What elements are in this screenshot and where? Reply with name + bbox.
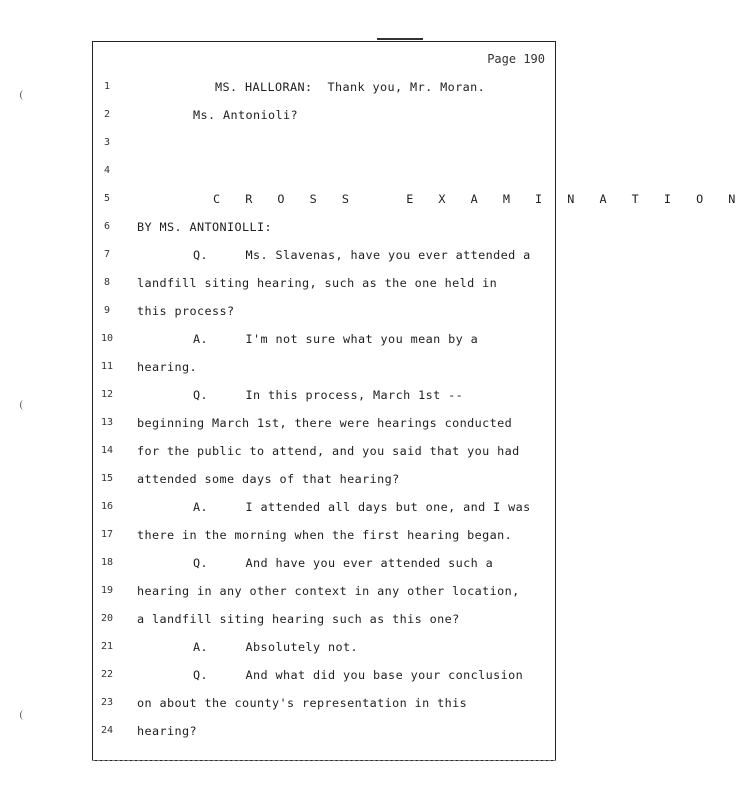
line-text: hearing in any other context in any other location, <box>137 584 520 598</box>
line-text: A. I attended all days but one, and I was <box>193 500 531 514</box>
bottom-edge-noise <box>92 760 556 765</box>
transcript-line <box>93 610 557 628</box>
section-heading: C R O S S E X A M I N A T I O N <box>213 192 744 206</box>
transcript-page <box>92 41 744 761</box>
line-text: Q. And what did you base your conclusion <box>193 668 524 682</box>
hole-punch-mark <box>20 710 27 720</box>
line-text: this process? <box>137 304 235 318</box>
line-number: 20 <box>100 613 114 624</box>
line-text: hearing. <box>137 360 198 374</box>
line-text: Q. Ms. Slavenas, have you ever attended a <box>193 248 531 262</box>
transcript-line <box>93 190 744 208</box>
line-text: Q. In this process, March 1st -- <box>193 388 464 402</box>
line-text: A. Absolutely not. <box>193 640 359 654</box>
transcript-line <box>93 498 557 516</box>
line-number: 8 <box>103 277 111 288</box>
transcript-line <box>93 274 557 292</box>
transcript-line <box>93 526 557 544</box>
line-text: there in the morning when the first hearing began. <box>137 528 513 542</box>
line-number: 10 <box>100 333 114 344</box>
line-number: 19 <box>100 585 114 596</box>
line-number: 2 <box>103 109 111 120</box>
line-text: hearing? <box>137 724 198 738</box>
line-number: 9 <box>103 305 111 316</box>
transcript-line <box>93 106 557 124</box>
line-number: 15 <box>100 473 114 484</box>
line-number: 12 <box>100 389 114 400</box>
line-number: 5 <box>103 193 111 204</box>
line-number: 13 <box>100 417 114 428</box>
transcript-line <box>93 470 557 488</box>
line-number: 21 <box>100 641 114 652</box>
line-number: 16 <box>100 501 114 512</box>
transcript-line <box>93 638 557 656</box>
line-text: landfill siting hearing, such as the one held in <box>137 276 498 290</box>
transcript-line <box>93 722 557 740</box>
line-number: 4 <box>103 165 111 176</box>
transcript-line <box>93 330 557 348</box>
transcript-line <box>93 414 557 432</box>
line-number: 6 <box>103 221 111 232</box>
transcript-line <box>93 302 557 320</box>
transcript-line <box>93 246 557 264</box>
line-number: 18 <box>100 557 114 568</box>
line-text: Ms. Antonioli? <box>193 108 299 122</box>
line-text: A. I'm not sure what you mean by a <box>193 332 479 346</box>
hole-punch-mark <box>20 90 27 100</box>
transcript-line <box>93 666 557 684</box>
line-text: attended some days of that hearing? <box>137 472 400 486</box>
transcript-line <box>93 386 557 404</box>
line-number: 7 <box>103 249 111 260</box>
line-number: 3 <box>103 137 111 148</box>
line-number: 22 <box>100 669 114 680</box>
line-text: a landfill siting hearing such as this one? <box>137 612 460 626</box>
line-number: 11 <box>100 361 114 372</box>
transcript-line <box>93 218 557 236</box>
transcript-line <box>93 162 557 180</box>
transcript-line <box>93 582 557 600</box>
line-text: Q. And have you ever attended such a <box>193 556 494 570</box>
line-number: 23 <box>100 697 114 708</box>
line-text: for the public to attend, and you said that you had <box>137 444 520 458</box>
transcript-line <box>93 358 557 376</box>
transcript-line <box>93 78 557 96</box>
line-number: 24 <box>100 725 114 736</box>
line-number: 14 <box>100 445 114 456</box>
line-text: on about the county's representation in this <box>137 696 468 710</box>
hole-punch-mark <box>20 400 27 410</box>
line-number: 1 <box>103 81 111 92</box>
transcript-line <box>93 554 557 572</box>
transcript-line <box>93 694 557 712</box>
line-text: BY MS. ANTONIOLLI: <box>137 220 273 234</box>
transcript-line <box>93 134 557 152</box>
line-text: MS. HALLORAN: Thank you, Mr. Moran. <box>215 80 486 94</box>
line-number: 17 <box>100 529 114 540</box>
page-number: Page 190 <box>487 52 545 66</box>
transcript-line <box>93 442 557 460</box>
line-text: beginning March 1st, there were hearings conducted <box>137 416 513 430</box>
